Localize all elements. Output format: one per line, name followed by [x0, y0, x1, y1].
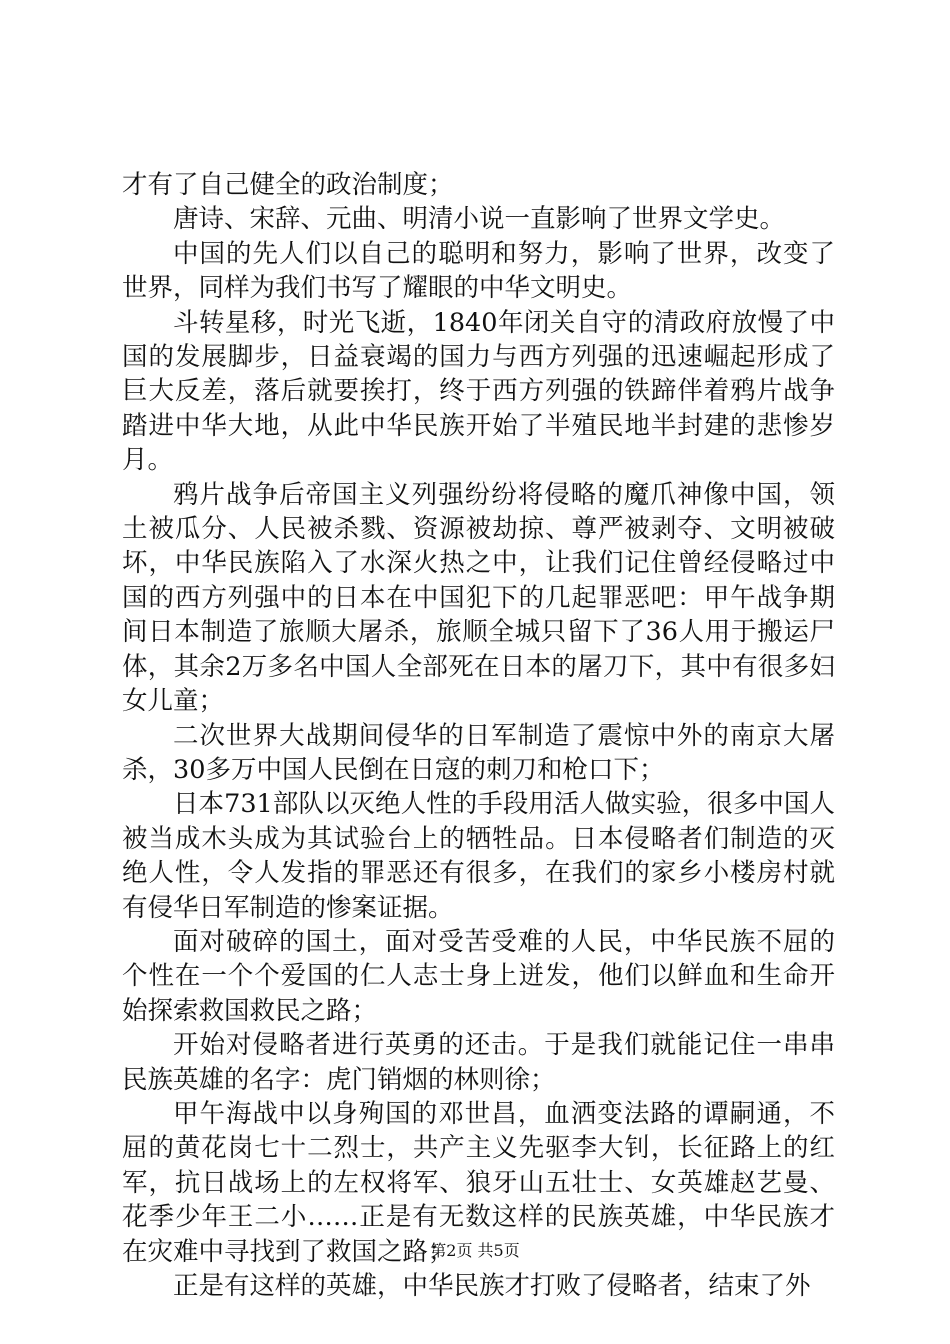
paragraph-10: 甲午海战中以身殉国的邓世昌，血洒变法路的谭嗣通，不屈的黄花岗七十二烈士，共产主义先驱李大钊，长征路上的红军，抗日战场上的左权将军、狼牙山五壮士、女英雄赵艺曼、花季少年王二小……正是有无数这样的民族英雄，中华民族才在灾难中寻找到了救国之路； [122, 1098, 835, 1267]
paragraph-6: 二次世界大战期间侵华的日军制造了震惊中外的南京大屠杀，30多万中国人民倒在日寇的刺刀和枪口下； [122, 720, 835, 785]
paragraph-5: 鸦片战争后帝国主义列强纷纷将侵略的魔爪神像中国，领土被瓜分、人民被杀戮、资源被劫掠、尊严被剥夺、文明被破坏，中华民族陷入了水深火热之中，让我们记住曾经侵略过中国的西方列强中的日本在中国犯下的几起罪恶吧：甲午战争期间日本制造了旅顺大屠杀，旅顺全城只留下了36人用于搬运尸体，其余2万多名中国人全部死在日本的屠刀下，其中有很多妇女儿童； [122, 479, 835, 717]
paragraph-1: 才有了自己健全的政治制度； [122, 170, 454, 200]
paragraph-4: 斗转星移，时光飞逝，1840年闭关自守的清政府放慢了中国的发展脚步，日益衰竭的国力与西方列强的迅速崛起形成了巨大反差，落后就要挨打，终于西方列强的铁蹄伴着鸦片战争踏进中华大地，从此中华民族开始了半殖民地半封建的悲惨岁月。 [122, 307, 835, 476]
page-number-footer: 第2页 共5页 [430, 1241, 520, 1260]
document-body [122, 168, 835, 1303]
paragraph-11: 正是有这样的英雄，中华民族才打败了侵略者，结束了外 [173, 1271, 811, 1301]
paragraph-3: 中国的先人们以自己的聪明和努力，影响了世界，改变了世界，同样为我们书写了耀眼的中华文明史。 [122, 238, 835, 304]
paragraph-8: 面对破碎的国土，面对受苦受难的人民，中华民族不屈的个性在一个个爱国的仁人志士身上迸发，他们以鲜血和生命开始探索救国救民之路； [122, 926, 835, 1026]
paragraph-2: 唐诗、宋辞、元曲、明清小说一直影响了世界文学史。 [173, 204, 786, 235]
paragraph-7: 日本731部队以灭绝人性的手段用活人做实验，很多中国人被当成木头成为其试验台上的牺牲品。日本侵略者们制造的灭绝人性，令人发指的罪恶还有很多，在我们的家乡小楼房村就有侵华日军制造的惨案证据。 [122, 789, 835, 923]
paragraph-9: 开始对侵略者进行英勇的还击。于是我们就能记住一串串民族英雄的名字：虎门销烟的林则徐； [122, 1030, 835, 1095]
